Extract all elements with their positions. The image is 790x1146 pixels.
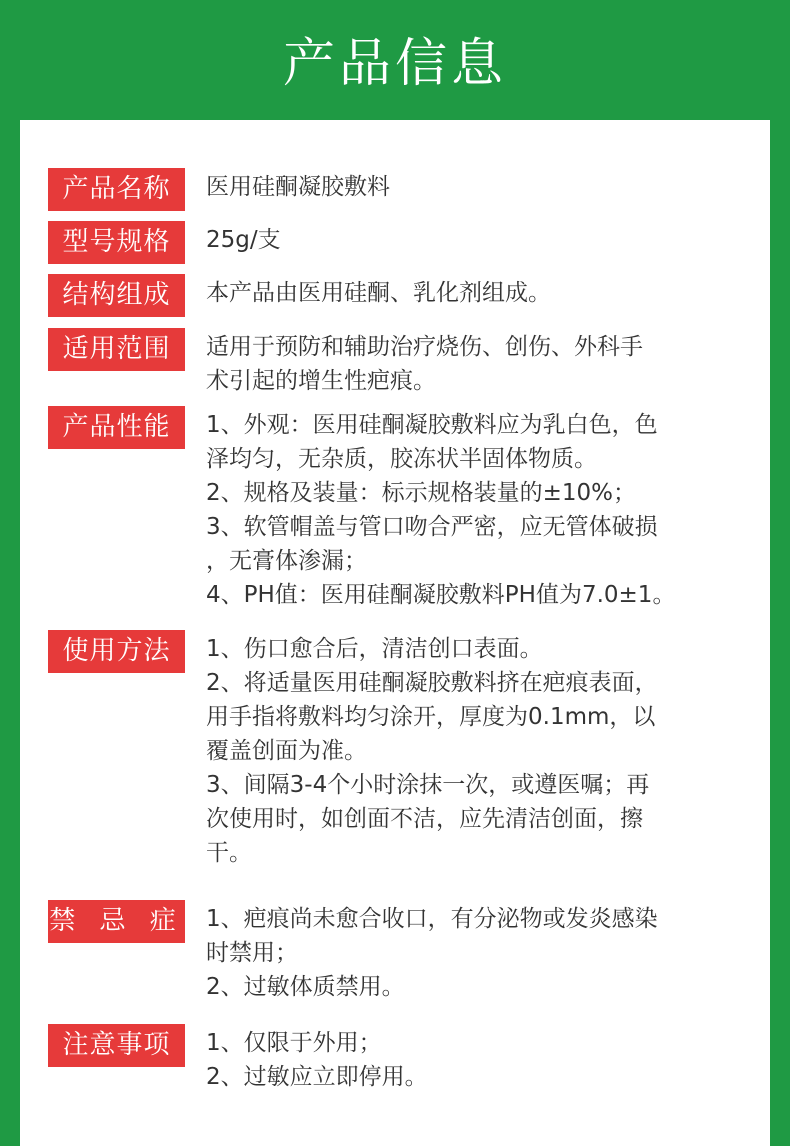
content-line: 1、仅限于外用； [206,1030,382,1056]
content-line: 次使用时，如创面不洁，应先清洁创面，擦 [206,806,643,832]
content-line: 2、规格及装量：标示规格装量的±10%； [206,480,637,506]
content-line: 覆盖创面为准。 [206,738,367,764]
content-line: 1、外观：医用硅酮凝胶敷料应为乳白色，色 [206,412,658,438]
content-line: 干。 [206,840,252,866]
content-line: 用手指将敷料均匀涂开，厚度为0.1mm，以 [206,704,656,730]
section-label: 产品名称 [48,168,185,211]
section-label: 产品性能 [48,406,185,449]
content-line: 术引起的增生性疤痕。 [206,368,436,394]
section-label: 适用范围 [48,328,185,371]
content-line: 3、软管帽盖与管口吻合严密，应无管体破损 [206,514,658,540]
content-line: 1、伤口愈合后，清洁创口表面。 [206,636,543,662]
section-label: 注意事项 [48,1024,185,1067]
section-content [206,330,736,398]
section-content [206,276,736,310]
content-line: ，无膏体渗漏； [206,548,367,574]
section-label: 使用方法 [48,630,185,673]
section-content [206,170,736,204]
info-panel [20,120,770,1146]
content-line: 2、过敏应立即停用。 [206,1064,428,1090]
content-line: 适用于预防和辅助治疗烧伤、创伤、外科手 [206,334,643,360]
content-line: 1、疤痕尚未愈合收口，有分泌物或发炎感染 [206,906,658,932]
section-content [206,632,736,870]
content-line: 2、过敏体质禁用。 [206,974,405,1000]
content-line: 泽均匀，无杂质，胶冻状半固体物质。 [206,446,597,472]
section-content [206,223,736,257]
content-line: 3、间隔3-4个小时涂抹一次，或遵医嘱；再 [206,772,650,798]
section-label: 结构组成 [48,274,185,317]
page-title: 产品信息 [282,33,507,94]
content-line: 时禁用； [206,940,298,966]
section-content [206,408,736,612]
content-line: 2、将适量医用硅酮凝胶敷料挤在疤痕表面， [206,670,658,696]
section-content [206,1026,736,1094]
content-line: 本产品由医用硅酮、乳化剂组成。 [206,280,551,306]
section-label: 型号规格 [48,221,185,264]
section-label: 禁 忌 症 [48,900,185,943]
content-line: 25g/支 [206,227,281,253]
content-line: 医用硅酮凝胶敷料 [206,174,390,200]
section-content [206,902,736,1004]
header-banner [0,0,790,120]
content-line: 4、PH值：医用硅酮凝胶敷料PH值为7.0±1。 [206,582,676,608]
